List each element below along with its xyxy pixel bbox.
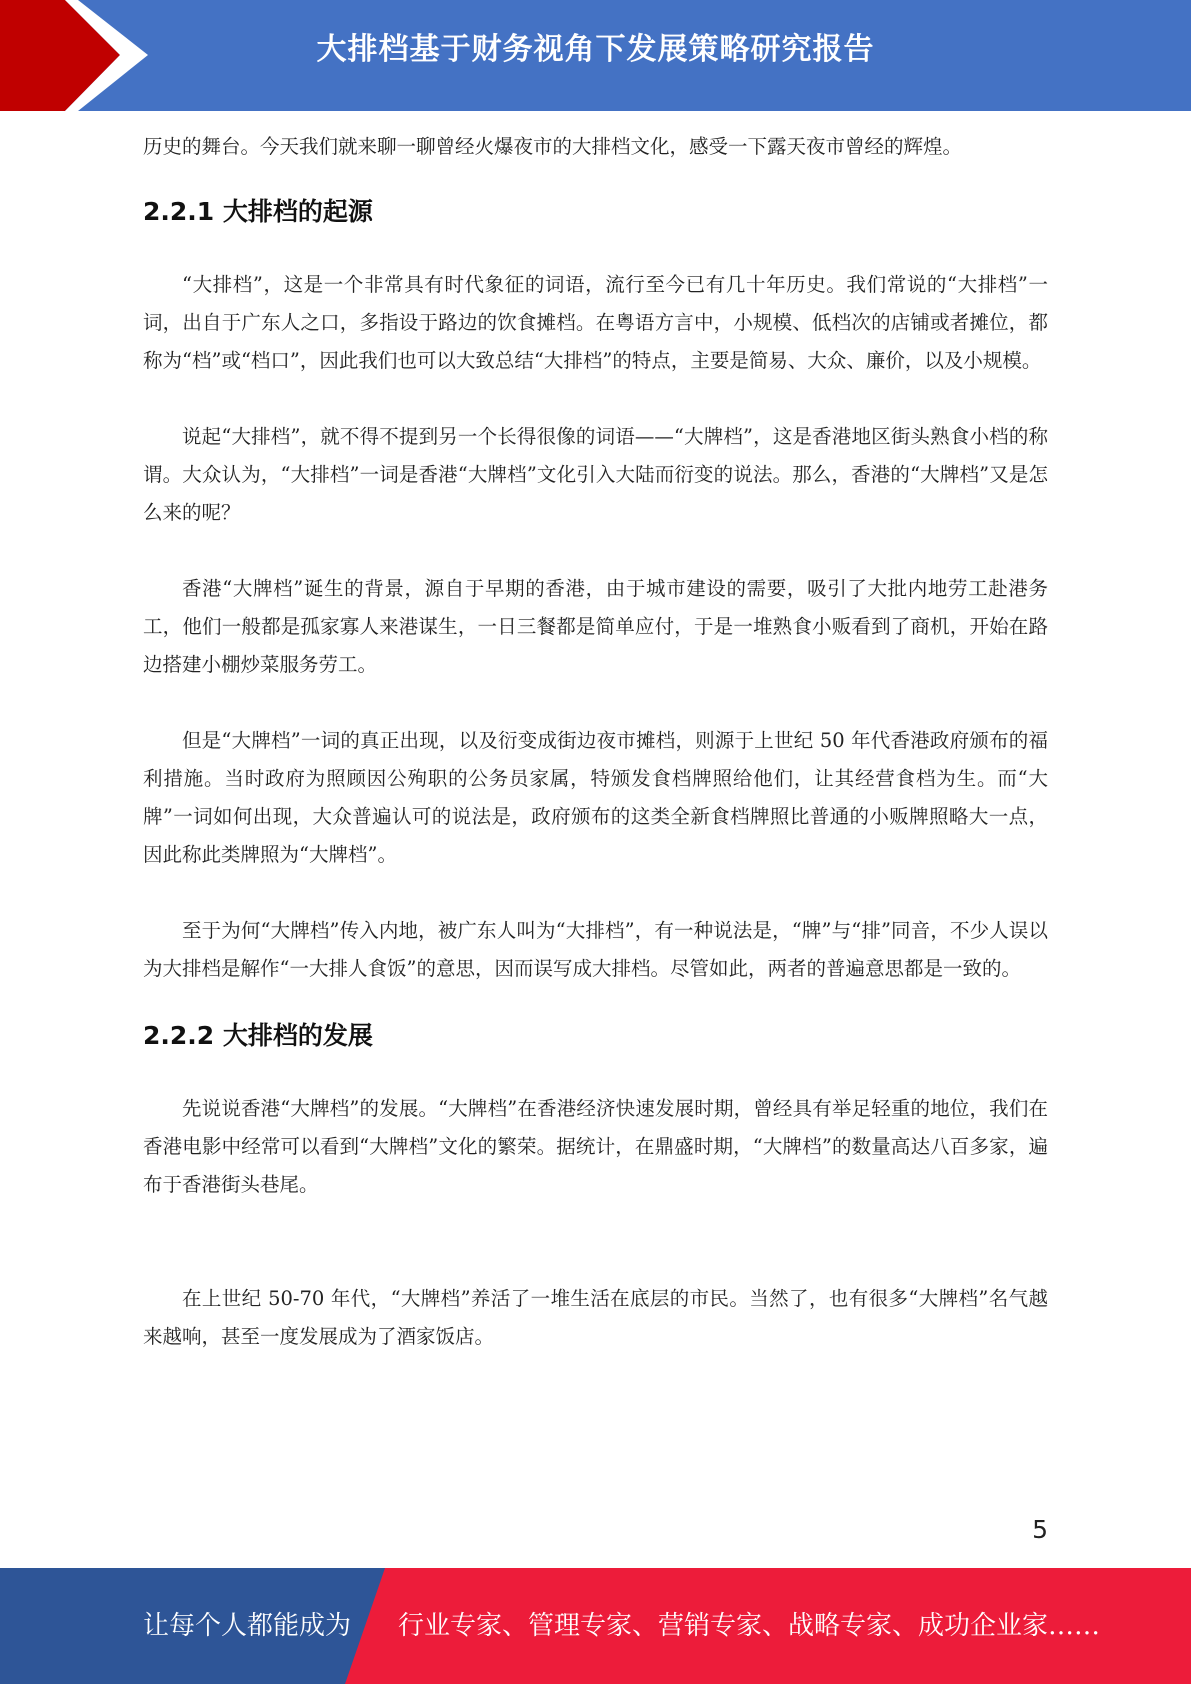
paragraph: 在上世纪 50-70 年代，“大牌档”养活了一堆生活在底层的市民。当然了，也有很多“大牌档”名气越来越响，甚至一度发展成为了酒家饭店。 bbox=[143, 1287, 1048, 1348]
paragraph: “大排档”，这是一个非常具有时代象征的词语，流行至今已有几十年历史。我们常说的“大排档”一词，出自于广东人之口，多指设于路边的饮食摊档。在粤语方言中，小规模、低档次的店铺或者摊位，都称为“档”或“档口”，因此我们也可以大致总结“大排档”的特点，主要是简易、大众、廉价，以及小规模。 bbox=[143, 273, 1048, 372]
intro-paragraph: 历史的舞台。今天我们就来聊一聊曾经火爆夜市的大排档文化，感受一下露天夜市曾经的辉煌。 bbox=[143, 135, 963, 158]
section-heading-origin: 2.2.1 大排档的起源 bbox=[143, 197, 373, 226]
arrow-chevron-icon bbox=[0, 0, 150, 111]
footer-banner bbox=[0, 1568, 1191, 1684]
paragraph: 先说说香港“大牌档”的发展。“大牌档”在香港经济快速发展时期，曾经具有举足轻重的地位，我们在香港电影中经常可以看到“大牌档”文化的繁荣。据统计，在鼎盛时期，“大牌档”的数量高达八百多家，遍布于香港街头巷尾。 bbox=[143, 1097, 1048, 1196]
paragraph: 说起“大排档”，就不得不提到另一个长得很像的词语——“大牌档”，这是香港地区街头熟食小档的称谓。大众认为，“大排档”一词是香港“大牌档”文化引入大陆而衍变的说法。那么，香港的“大牌档”又是怎么来的呢？ bbox=[143, 425, 1048, 524]
header-banner bbox=[0, 0, 1191, 111]
section-heading-development: 2.2.2 大排档的发展 bbox=[143, 1021, 373, 1050]
paragraph: 香港“大牌档”诞生的背景，源自于早期的香港，由于城市建设的需要，吸引了大批内地劳工赴港务工，他们一般都是孤家寡人来港谋生，一日三餐都是简单应付，于是一堆熟食小贩看到了商机，开始在路边搭建小棚炒菜服务劳工。 bbox=[143, 577, 1048, 676]
footer-slogan-left: 让每个人都能成为 bbox=[143, 1611, 352, 1641]
document-title: 大排档基于财务视角下发展策略研究报告 bbox=[316, 32, 875, 67]
page-number: 5 bbox=[1032, 1515, 1048, 1544]
paragraph: 但是“大牌档”一词的真正出现，以及衍变成街边夜市摊档，则源于上世纪 50 年代香港政府颁布的福利措施。当时政府为照顾因公殉职的公务员家属，特颁发食档牌照给他们，让其经营食档为生。而“大牌”一词如何出现，大众普遍认可的说法是，政府颁布的这类全新食档牌照比普通的小贩牌照略大一点，因此称此类牌照为“大牌档”。 bbox=[143, 729, 1048, 866]
document-body bbox=[143, 128, 1048, 1356]
footer-slogan-right: 行业专家、管理专家、营销专家、战略专家、成功企业家…… bbox=[398, 1611, 1101, 1641]
paragraph: 至于为何“大牌档”传入内地，被广东人叫为“大排档”，有一种说法是，“牌”与“排”同音，不少人误以为大排档是解作“一大排人食饭”的意思，因而误写成大排档。尽管如此，两者的普遍意思都是一致的。 bbox=[143, 919, 1048, 980]
